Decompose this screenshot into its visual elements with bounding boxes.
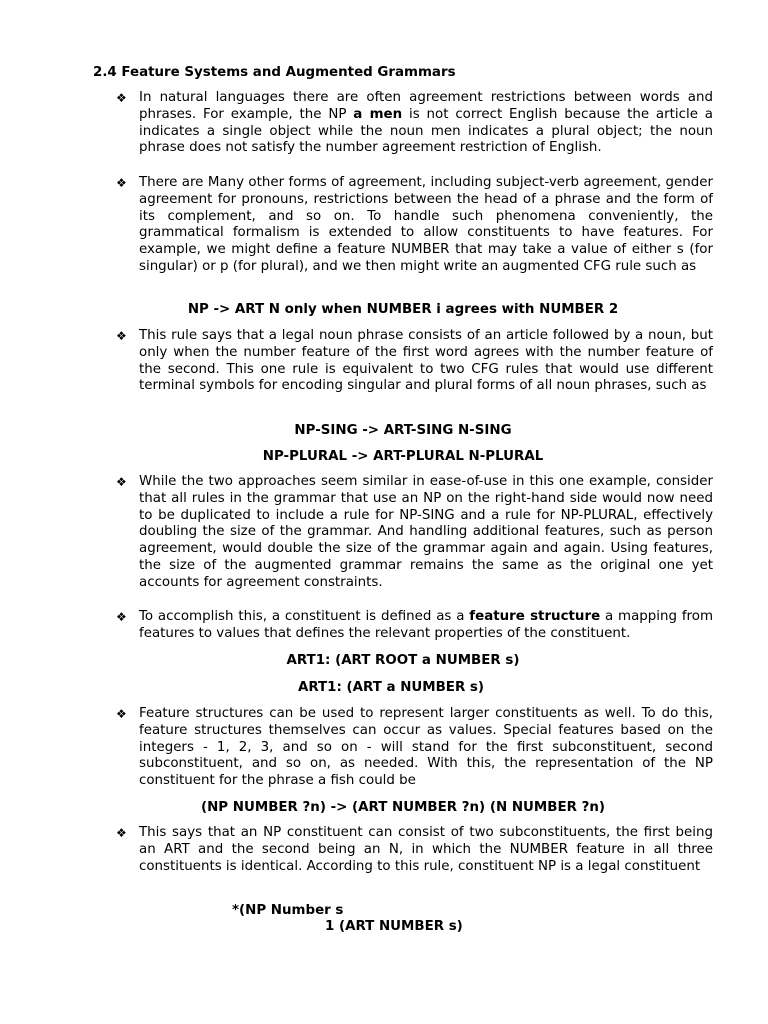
constituent-structure-line-1: *(NP Number s — [232, 903, 344, 918]
bold-term: a men — [353, 106, 403, 122]
diamond-bullet-icon: ❖ — [116, 475, 127, 489]
grammar-rule-np-plural: NP-PLURAL -> ART-PLURAL N-PLURAL — [262, 449, 544, 464]
paragraph-text: This rule says that a legal noun phrase consists of an article followed by a noun, but only when the number feature of the first word agrees with the number feature of the second. This one rule is equivalent to two CFG rules that would use different terminal symbols for encoding singular and plural forms of all noun phrases, such as — [139, 328, 713, 394]
grammar-rule-np: NP -> ART N only when NUMBER i agrees with NUMBER 2 — [187, 302, 619, 317]
paragraph-agreement-restrictions — [116, 90, 713, 157]
text-run: In natural languages there are often agreement restrictions between words and phrases. For example, the NP — [139, 90, 713, 122]
paragraph-two-approaches — [116, 474, 713, 592]
paragraph-text: There are Many other forms of agreement, including subject-verb agreement, gender agreement for pronouns, restrictions between the head of a phrase and the form of its complement, and so on. To handle such phenomena conveniently, the grammatical formalism is extended to allow constituents to have features. For example, we might define a feature NUMBER that may take a value of either s (for singular) or p (for plural), and we then might write an augmented CFG rule such as — [139, 175, 713, 274]
paragraph-np-constituent — [116, 825, 713, 875]
feature-structure-art1-root: ART1: (ART ROOT a NUMBER s) — [286, 653, 520, 668]
diamond-bullet-icon: ❖ — [116, 91, 127, 105]
paragraph-text — [139, 609, 713, 643]
paragraph-text: This says that an NP constituent can consist of two subconstituents, the first being an ART and the second being an N, in which the NUMBER feature in all three constituents is identical. According to this rule, constituent NP is a legal constituent — [139, 825, 713, 874]
diamond-bullet-icon: ❖ — [116, 329, 127, 343]
text-run: a mapping from features to values that defines the relevant properties of the constituent. — [139, 609, 713, 641]
constituent-structure-line-2: 1 (ART NUMBER s) — [325, 919, 463, 934]
paragraph-legal-noun-phrase — [116, 328, 713, 395]
text-run: is not correct English because the article a indicates a single object while the noun men indicates a plural object; the noun phrase does not satisfy the number agreement restriction of English. — [139, 106, 713, 156]
feature-structure-art1: ART1: (ART a NUMBER s) — [297, 680, 485, 695]
paragraph-text: Feature structures can be used to represent larger constituents as well. To do this, feature structures themselves can occur as values. Special features based on the integers - 1, 2, 3, and so on - will stand for the first subconstituent, second subconstituent, and so on, as needed. With this, the representation of the NP constituent for the phrase a fish could be — [139, 706, 713, 789]
diamond-bullet-icon: ❖ — [116, 826, 127, 840]
text-run: To accomplish this, a constituent is defined as a — [139, 609, 470, 624]
paragraph-feature-structure — [116, 609, 713, 643]
paragraph-text — [139, 90, 713, 157]
paragraph-larger-constituents — [116, 706, 713, 790]
paragraph-text: While the two approaches seem similar in ease-of-use in this one example, consider that all rules in the grammar that use an NP on the right-hand side would now need to be duplicated to include a rule for NP-SING and a rule for NP-PLURAL, effectively doubling the size of the grammar. And handling additional features, such as person agreement, would double the size of the grammar again and again. Using features, the size of the augmented grammar remains the same as the original one yet accounts for agreement constraints. — [139, 474, 713, 590]
section-heading: 2.4 Feature Systems and Augmented Grammars — [93, 65, 456, 80]
bold-term: feature structure — [469, 609, 601, 624]
grammar-rule-np-number: (NP NUMBER ?n) -> (ART NUMBER ?n) (N NUMBER ?n) — [200, 800, 605, 815]
diamond-bullet-icon: ❖ — [116, 707, 127, 721]
paragraph-forms-of-agreement — [116, 175, 713, 276]
diamond-bullet-icon: ❖ — [116, 176, 127, 190]
diamond-bullet-icon: ❖ — [116, 610, 127, 624]
grammar-rule-np-sing: NP-SING -> ART-SING N-SING — [294, 423, 512, 438]
